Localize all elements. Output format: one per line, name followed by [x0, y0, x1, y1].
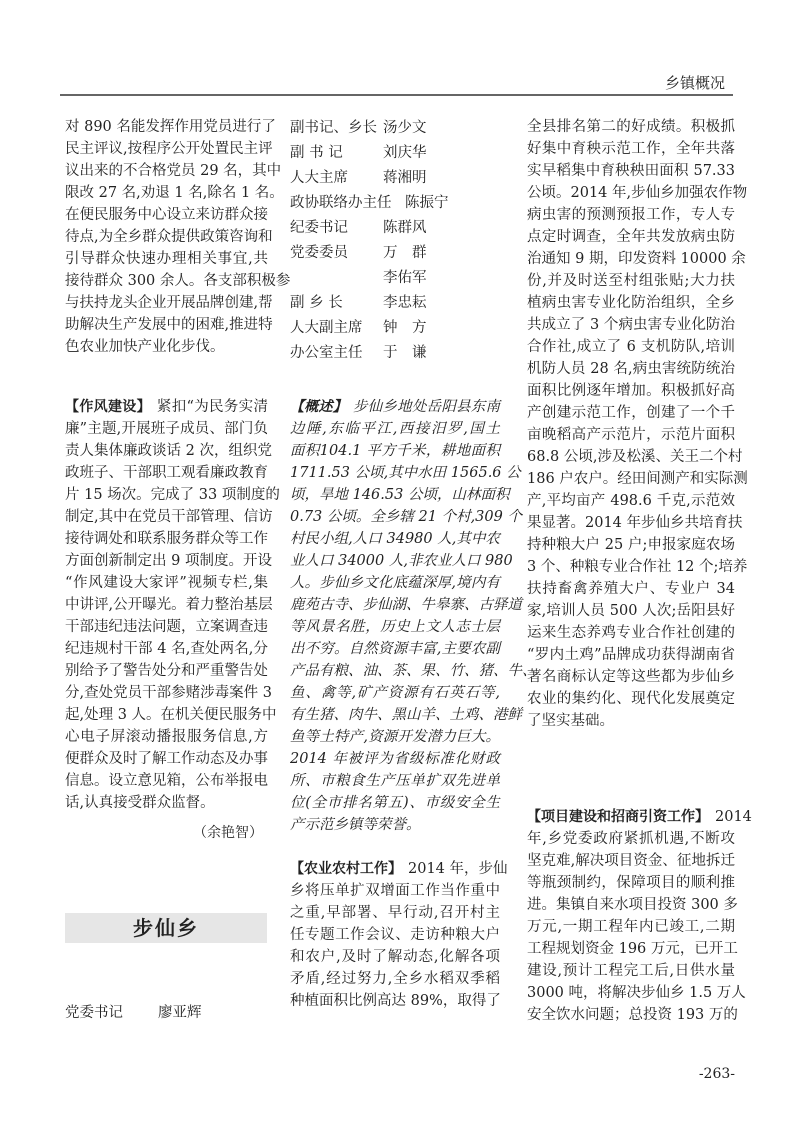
text-line: 治通知 9 期，印发资料 10000 余: [527, 251, 746, 267]
text-line: “罗内土鸡”品牌成功获得湖南省: [527, 647, 735, 663]
text-line: 种植面积比例高达 89%，取得了: [290, 993, 501, 1009]
text-line: [65, 396, 268, 418]
text-line: 接待调处和联系服务群众等工作: [65, 531, 268, 547]
town-title-box: 步仙乡: [65, 913, 267, 943]
party-secretary-row: [65, 1001, 268, 1026]
section-title: 乡镇概况: [664, 74, 725, 92]
text-line: 扶持畜禽养殖大户、专业户 34: [527, 581, 735, 597]
text-line: 合作社,成立了 6 支机防队,培训: [527, 339, 735, 355]
text-line: 好集中育秧示范工作，全年共落: [527, 141, 735, 157]
text-line: 3000 吨，将解决步仙乡 1.5 万人: [527, 985, 746, 1001]
text-line: 村民小组,人口 34980 人,其中农: [290, 531, 500, 547]
official-title: 人大副主席: [290, 320, 363, 336]
text-line: 廉”主题,开展班子成员、部门负: [65, 421, 268, 437]
text-line: 病虫害的预测预报工作，专人专: [527, 207, 735, 223]
text-line: 便群众及时了解工作动态及办事: [65, 751, 268, 767]
official-name: 李佑军: [383, 270, 427, 286]
official-title: 党委书记: [65, 1005, 123, 1021]
text-line: 出不穷。自然资源丰富,主要农副: [290, 641, 500, 657]
text-line: 了坚实基础。: [527, 713, 614, 729]
line-text: 2014: [715, 809, 752, 825]
official-name: 陈振宁: [405, 195, 449, 211]
text-line: [290, 396, 500, 418]
line-text: 2014 年，步仙: [408, 861, 508, 877]
text-line: 片 15 场次。完成了 33 项制度的: [65, 487, 280, 503]
text-line: 2014 年被评为省级标准化财政: [290, 751, 500, 767]
text-line: 面积比例逐年增加。积极抓好高: [527, 383, 735, 399]
official-name: 于 谦: [383, 345, 427, 361]
text-line: 公顷。2014 年,步仙乡加强农作物: [527, 185, 748, 201]
text-line: 色农业加快产业化步伐。: [65, 339, 225, 355]
text-line: 之重,早部署、早行动,召开村主: [290, 905, 500, 921]
official-row: [290, 241, 500, 266]
official-name: 刘庆华: [383, 145, 427, 161]
text-line: 年,乡党委政府紧抓机遇,不断攻: [527, 831, 735, 847]
col2-section-agriculture: [290, 858, 508, 1012]
text-line: 责人集体廉政谈话 2 次，组织党: [65, 443, 272, 459]
text-line: 安全饮水问题；总投资 193 万的: [527, 1007, 738, 1023]
text-line: 中讲评,公开曝光。着力整治基层: [65, 597, 273, 613]
text-line: 运来生态养鸡专业合作社创建的: [527, 625, 735, 641]
text-line: 点定时调查，全年共发放病虫防: [527, 229, 735, 245]
official-row: [290, 116, 500, 141]
text-line: 业人口 34000 人,非农业人口 980: [290, 553, 513, 569]
official-row: [290, 266, 500, 291]
text-line: 助解决生产发展中的困难,推进特: [65, 317, 273, 333]
running-header: [60, 70, 733, 96]
section-heading: 【作风建设】: [65, 399, 151, 415]
col3-agriculture-continued: [527, 116, 748, 732]
text-line: 份,并及时送至村组张贴;大力扶: [527, 273, 735, 289]
text-line: 乡将压单扩双增面工作当作重中: [290, 883, 500, 899]
text-line: 鹿苑古寺、步仙湖、牛皋寨、古驿道: [290, 597, 522, 613]
official-title: 纪委书记: [290, 220, 348, 236]
text-line: 产品有粮、油、茶、果、竹、猪、牛、: [290, 663, 537, 679]
text-line: 对 890 名能发挥作用党员进行了: [65, 119, 276, 135]
official-title: 政协联络办主任: [290, 195, 392, 211]
text-line: 分,查处党员干部参赌涉毒案件 3: [65, 685, 272, 701]
text-line: 矛盾,经过努力,全乡水稻双季稻: [290, 971, 500, 987]
text-line: 接待群众 300 余人。各支部积极参: [65, 273, 291, 289]
text-line: 进。集镇自来水项目投资 300 多: [527, 897, 738, 913]
official-row: [290, 341, 500, 366]
section-heading: 【概述】: [290, 399, 347, 415]
official-name: 蒋湘明: [383, 170, 427, 186]
author-signature: （余艳智）: [193, 825, 263, 841]
official-title: [290, 266, 383, 291]
text-line: 机防人员 28 名,病虫害统防统治: [527, 361, 735, 377]
text-line: 在便民服务中心设立来访群众接: [65, 207, 268, 223]
text-line: 全县排名第二的好成绩。积极抓: [527, 119, 735, 135]
line-text: 步仙乡地处岳阳县东南: [352, 399, 501, 415]
text-line: 植病虫害专业化防治组织，全乡: [527, 295, 735, 311]
text-line: 引导群众快速办理相关事宜,共: [65, 251, 268, 267]
text-line: 待点,为全乡群众提供政策咨询和: [65, 229, 273, 245]
text-line: [527, 806, 752, 828]
text-line: 话,认真接受群众监督。: [65, 795, 215, 811]
text-line: 亩晚稻高产示范片，示范片面积: [527, 427, 735, 443]
official-title: 副 乡 长: [290, 295, 343, 311]
official-row: [290, 291, 500, 316]
col1-paragraph-party: [65, 116, 291, 358]
text-line: 1711.53 公顷,其中水田 1565.6 公: [290, 465, 521, 481]
text-line: 边陲,东临平江,西接汨罗,国土: [290, 421, 500, 437]
text-line: 顷，旱地 146.53 公顷，山林面积: [290, 487, 510, 503]
text-line: 纪违规村干部 4 名,查处两名,分: [65, 641, 268, 657]
text-line: 坚克难,解决项目资金、征地拆迁: [527, 853, 735, 869]
text-line: 信息。设立意见箱，公布举报电: [65, 773, 268, 789]
text-line: 与扶持龙头企业开展品牌创建,帮: [65, 295, 273, 311]
official-name: 钟 方: [383, 320, 427, 336]
text-line: 建设,预计工程完工后,日供水量: [527, 963, 735, 979]
text-line: 面积104.1 平方千米，耕地面积: [290, 443, 500, 459]
text-line: 限改 27 名,劝退 1 名,除名 1 名。: [65, 185, 284, 201]
text-line: 著名商标认定等这些都为步仙乡: [527, 669, 735, 685]
text-line: 民主评议,按程序公开处置民主评: [65, 141, 273, 157]
text-line: 3 个、种粮专业合作社 12 个;培养: [527, 559, 748, 575]
officials-list: [290, 116, 500, 366]
text-line: 有生猪、肉牛、黑山羊、土鸡、港鲜: [290, 707, 522, 723]
text-line: 万元,一期工程年内已竣工,二期: [527, 919, 735, 935]
text-line: 方面创新制定出 9 项制度。开设: [65, 553, 272, 569]
text-line: 议出来的不合格党员 29 名，其中: [65, 163, 282, 179]
section-heading: 【项目建设和招商引资工作】: [527, 809, 709, 825]
text-line: 所、市粮食生产压单扩双先进单: [290, 773, 500, 789]
text-line: 起,处理 3 人。在机关便民服务中: [65, 707, 277, 723]
official-name: 陈群风: [383, 220, 427, 236]
official-name: 汤少文: [383, 120, 427, 136]
text-line: 干部违纪违法问题，立案调查违: [65, 619, 268, 635]
text-line: 鱼、禽等,矿产资源有石英石等,: [290, 685, 500, 701]
section-heading: 【农业农村工作】: [290, 861, 402, 877]
text-line: 186 户农户。经田间测产和实际测: [527, 471, 748, 487]
text-line: 持种粮大户 25 户;申报家庭农场: [527, 537, 735, 553]
text-line: [290, 858, 508, 880]
text-line: 产创建示范工作，创建了一个千: [527, 405, 735, 421]
text-line: 等风景名胜，历史上文人志士层: [290, 619, 500, 635]
official-name: 廖亚辉: [158, 1005, 202, 1021]
text-line: 产示范乡镇等荣誉。: [290, 817, 421, 833]
text-line: 心电子屏滚动播报服务信息,方: [65, 729, 268, 745]
official-row: [290, 216, 500, 241]
text-line: 工程规划资金 196 万元，已开工: [527, 941, 738, 957]
official-title: 副书记、乡长: [290, 120, 377, 136]
text-line: 实早稻集中育秧秧田面积 57.33: [527, 163, 735, 179]
text-line: 政班子、干部职工观看廉政教育: [65, 465, 268, 481]
page-number: -263-: [698, 1066, 735, 1082]
text-line: 68.8 公顷,涉及松溪、关王二个村: [527, 449, 743, 465]
official-name: 李忠耘: [383, 295, 427, 311]
official-title: 办公室主任: [290, 345, 363, 361]
text-line: 鱼等土特产,资源开发潜力巨大。: [290, 729, 500, 745]
col1-section-work-style: [65, 396, 280, 814]
text-line: 别给予了警告处分和严重警告处: [65, 663, 268, 679]
col2-section-overview: [290, 396, 537, 836]
text-line: 制定,其中在党员干部管理、信访: [65, 509, 273, 525]
text-line: 任专题工作会议、走访种粮大户: [290, 927, 500, 943]
official-name: 万 群: [383, 245, 427, 261]
official-title: 党委委员: [290, 245, 348, 261]
official-row: [290, 166, 500, 191]
text-line: 等瓶颈制约，保障项目的顺利推: [527, 875, 735, 891]
text-line: 和农户,及时了解动态,化解各项: [290, 949, 500, 965]
official-title: 副 书 记: [290, 145, 343, 161]
official-row: [290, 191, 500, 216]
text-line: 家,培训人员 500 人次;岳阳县好: [527, 603, 735, 619]
text-line: “作风建设大家评”视频专栏,集: [65, 575, 268, 591]
text-line: 0.73 公顷。全乡辖 21 个村,309 个: [290, 509, 522, 525]
official-row: [290, 316, 500, 341]
text-line: 人。步仙乡文化底蕴深厚,境内有: [290, 575, 500, 591]
text-line: 位(全市排名第五)、市级安全生: [290, 795, 500, 811]
col3-section-projects: [527, 806, 752, 1026]
text-line: 产,平均亩产 498.6 千克,示范效: [527, 493, 735, 509]
official-row: [290, 141, 500, 166]
text-line: 农业的集约化、现代化发展奠定: [527, 691, 735, 707]
text-line: 果显著。2014 年步仙乡共培育扶: [527, 515, 743, 531]
line-text: 紧扣“为民务实清: [156, 399, 268, 415]
text-line: 共成立了 3 个病虫害专业化防治: [527, 317, 735, 333]
official-title: 人大主席: [290, 170, 348, 186]
